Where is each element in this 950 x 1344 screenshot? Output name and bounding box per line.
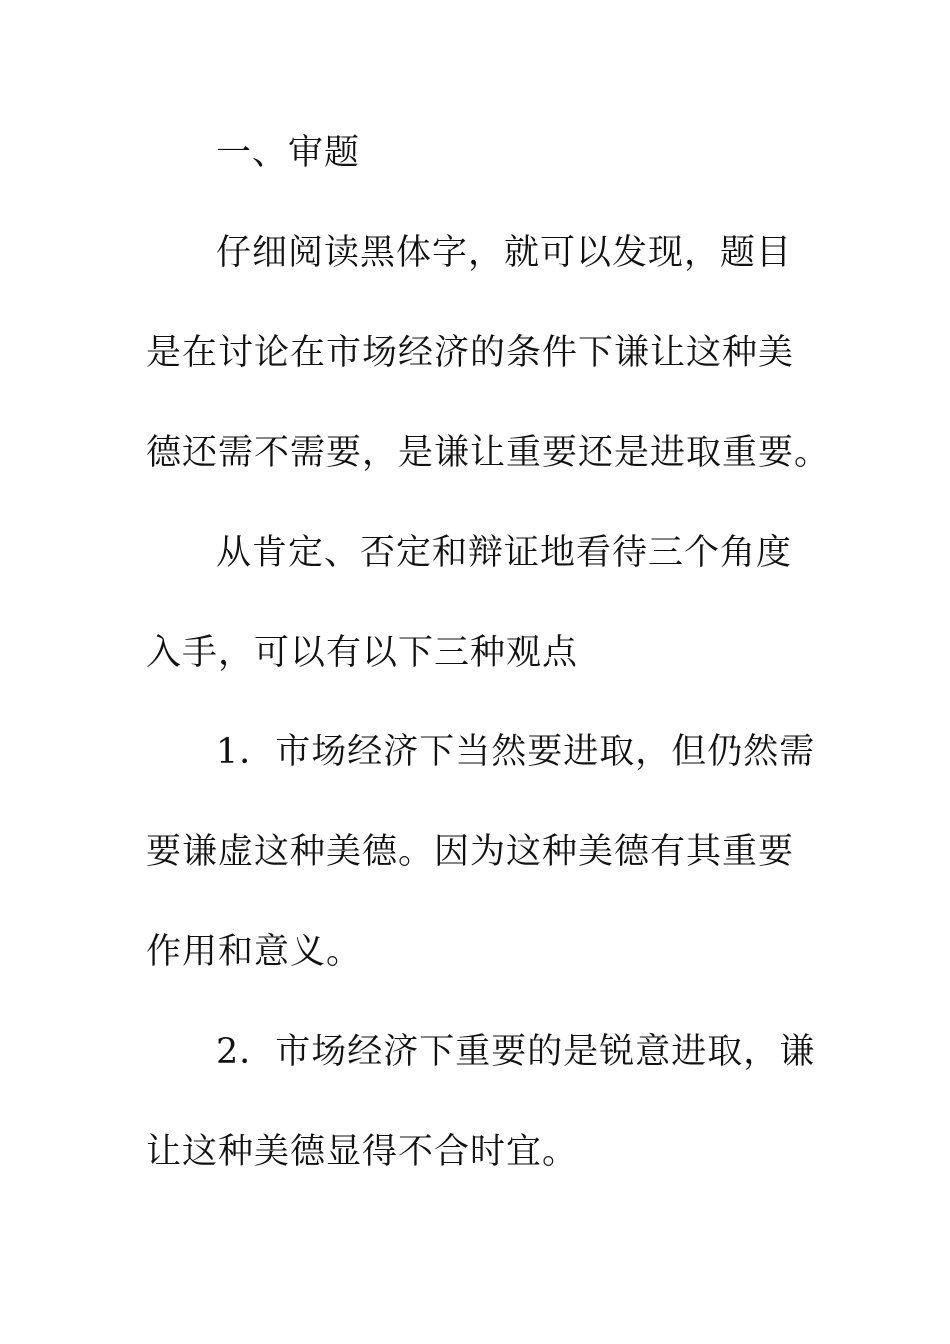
paragraph-4-line-2: 让这种美德显得不合时宜。 — [146, 1132, 579, 1172]
paragraph-3-line-2: 要谦虚这种美德。因为这种美德有其重要 — [146, 832, 795, 872]
paragraph-1-line-3: 德还需不需要，是谦让重要还是进取重要。 — [146, 433, 831, 473]
paragraph-1-line-1: 仔细阅读黑体字，就可以发现，题目 — [216, 233, 793, 273]
paragraph-2-line-2: 入手，可以有以下三种观点 — [146, 633, 579, 673]
paragraph-3-line-1: 1．市场经济下当然要进取，但仍然需 — [216, 732, 816, 772]
paragraph-2-line-1: 从肯定、否定和辩证地看待三个角度 — [216, 533, 793, 573]
paragraph-3-line-3: 作用和意义。 — [146, 932, 363, 972]
paragraph-4-line-1: 2．市场经济下重要的是锐意进取，谦 — [216, 1032, 816, 1072]
paragraph-1-line-2: 是在讨论在市场经济的条件下谦让这种美 — [146, 333, 795, 373]
section-heading: 一、审题 — [216, 133, 361, 173]
